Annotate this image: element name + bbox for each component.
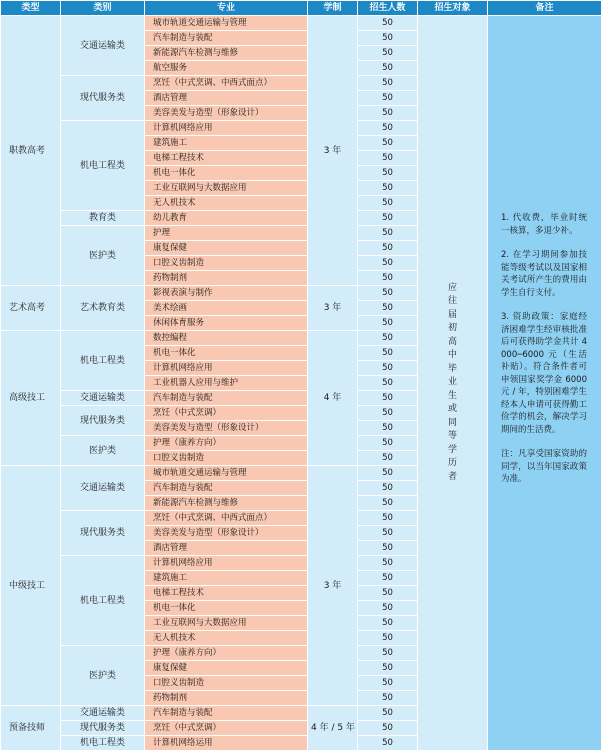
category-cell: 现代服务类 — [61, 721, 145, 736]
category-cell: 医护类 — [61, 226, 145, 286]
major-cell: 新能源汽车检测与维修 — [145, 496, 308, 511]
table-row — [1, 16, 601, 31]
enrollment-cell: 50 — [358, 676, 418, 691]
enrollment-cell: 50 — [358, 121, 418, 136]
major-cell: 烹饪（中式烹调、中西式面点） — [145, 511, 308, 526]
major-cell: 汽车制造与装配 — [145, 706, 308, 721]
note-paragraph: 2. 在学习期间参加技能等级考试以及国家相关考试所产生的费用由学生自行支付。 — [501, 249, 587, 299]
category-cell: 教育类 — [61, 211, 145, 226]
notes-cell — [488, 16, 601, 751]
major-cell: 建筑施工 — [145, 136, 308, 151]
enrollment-cell: 50 — [358, 736, 418, 751]
enrollment-cell: 50 — [358, 586, 418, 601]
enrollment-cell: 50 — [358, 481, 418, 496]
major-cell: 酒店管理 — [145, 541, 308, 556]
header-target: 招生对象 — [418, 1, 488, 16]
enrollment-cell: 50 — [358, 76, 418, 91]
major-cell: 影视表演与制作 — [145, 286, 308, 301]
category-cell: 艺术教育类 — [61, 286, 145, 331]
major-cell: 无人机技术 — [145, 631, 308, 646]
enrollment-cell: 50 — [358, 46, 418, 61]
category-cell: 机电工程类 — [61, 331, 145, 391]
major-cell: 工业互联网与大数据应用 — [145, 181, 308, 196]
enrollment-cell: 50 — [358, 91, 418, 106]
enrollment-cell: 50 — [358, 166, 418, 181]
enrollment-cell: 50 — [358, 256, 418, 271]
major-cell: 口腔义齿制造 — [145, 676, 308, 691]
major-cell: 计算机网络运用 — [145, 736, 308, 751]
major-cell: 机电一体化 — [145, 601, 308, 616]
header-major: 专业 — [145, 1, 308, 16]
enrollment-cell: 50 — [358, 421, 418, 436]
major-cell: 城市轨道交通运输与管理 — [145, 16, 308, 31]
enrollment-cell: 50 — [358, 301, 418, 316]
major-cell: 汽车制造与装配 — [145, 481, 308, 496]
major-cell: 药物制剂 — [145, 691, 308, 706]
header-duration: 学制 — [308, 1, 358, 16]
major-cell: 计算机网络应用 — [145, 556, 308, 571]
type-cell: 艺术高考 — [1, 286, 61, 331]
enrollment-cell: 50 — [358, 466, 418, 481]
category-cell: 现代服务类 — [61, 406, 145, 436]
enrollment-cell: 50 — [358, 391, 418, 406]
enrollment-cell: 50 — [358, 526, 418, 541]
header-type: 类型 — [1, 1, 61, 16]
enrollment-cell: 50 — [358, 496, 418, 511]
major-cell: 美容美发与造型（形象设计） — [145, 106, 308, 121]
category-cell: 医护类 — [61, 436, 145, 466]
major-cell: 新能源汽车检测与维修 — [145, 46, 308, 61]
enrollment-cell: 50 — [358, 226, 418, 241]
category-cell: 机电工程类 — [61, 556, 145, 646]
enrollment-cell: 50 — [358, 241, 418, 256]
category-cell: 交通运输类 — [61, 466, 145, 511]
enrollment-cell: 50 — [358, 211, 418, 226]
major-cell: 计算机网络应用 — [145, 361, 308, 376]
major-cell: 汽车制造与装配 — [145, 391, 308, 406]
enrollment-cell: 50 — [358, 646, 418, 661]
enrollment-cell: 50 — [358, 316, 418, 331]
notes-block — [501, 212, 587, 486]
category-cell: 医护类 — [61, 646, 145, 706]
header-notes: 备注 — [488, 1, 601, 16]
major-cell: 汽车制造与装配 — [145, 31, 308, 46]
duration-cell: 3 年 — [308, 466, 358, 706]
category-cell: 交通运输类 — [61, 706, 145, 721]
enrollment-cell: 50 — [358, 16, 418, 31]
enrollment-cell: 50 — [358, 271, 418, 286]
enrollment-cell: 50 — [358, 436, 418, 451]
enrollment-cell: 50 — [358, 196, 418, 211]
enrollment-cell: 50 — [358, 136, 418, 151]
table-body — [1, 16, 601, 751]
duration-cell: 4 年 — [308, 331, 358, 466]
type-cell: 高级技工 — [1, 331, 61, 466]
note-paragraph: 3. 资助政策：家庭经济困难学生经审核批准后可获得助学金共计 4000─6000 元（生活补贴）。符合条件者可申领国家奖学金 6000 元 / 年，特别困难学生经本人申请可获得勤工俭学的机会，解决学习期间的生活费。 — [501, 311, 587, 436]
major-cell: 建筑施工 — [145, 571, 308, 586]
major-cell: 工业机器人应用与维护 — [145, 376, 308, 391]
major-cell: 电梯工程技术 — [145, 151, 308, 166]
major-cell: 城市轨道交通运输与管理 — [145, 466, 308, 481]
type-cell: 职教高考 — [1, 16, 61, 286]
major-cell: 工业互联网与大数据应用 — [145, 616, 308, 631]
enrollment-cell: 50 — [358, 571, 418, 586]
enrollment-cell: 50 — [358, 691, 418, 706]
enrollment-cell: 50 — [358, 181, 418, 196]
duration-cell: 3 年 — [308, 16, 358, 286]
header-enrollment: 招生人数 — [358, 1, 418, 16]
duration-cell: 4 年 / 5 年 — [308, 706, 358, 751]
major-cell: 电梯工程技术 — [145, 586, 308, 601]
major-cell: 无人机技术 — [145, 196, 308, 211]
note-paragraph: 注：凡享受国家资助的同学，以当年国家政策为准。 — [501, 448, 587, 486]
enrollment-cell: 50 — [358, 361, 418, 376]
type-cell: 预备技师 — [1, 706, 61, 751]
header-category: 类别 — [61, 1, 145, 16]
category-cell: 交通运输类 — [61, 391, 145, 406]
major-cell: 美容美发与造型（形象设计） — [145, 526, 308, 541]
header-row — [1, 1, 601, 16]
major-cell: 数控编程 — [145, 331, 308, 346]
major-cell: 休闲体育服务 — [145, 316, 308, 331]
enrollment-cell: 50 — [358, 631, 418, 646]
major-cell: 航空服务 — [145, 61, 308, 76]
major-cell: 康复保健 — [145, 661, 308, 676]
major-cell: 美容美发与造型（形象设计） — [145, 421, 308, 436]
enrollment-cell: 50 — [358, 346, 418, 361]
major-cell: 幼儿教育 — [145, 211, 308, 226]
category-cell: 现代服务类 — [61, 511, 145, 556]
major-cell: 康复保健 — [145, 241, 308, 256]
type-cell: 中级技工 — [1, 466, 61, 706]
enrollment-cell: 50 — [358, 616, 418, 631]
enrollment-cell: 50 — [358, 331, 418, 346]
category-cell: 交通运输类 — [61, 16, 145, 76]
major-cell: 烹饪（中式烹调） — [145, 721, 308, 736]
enrollment-cell: 50 — [358, 106, 418, 121]
major-cell: 护理（康养方向） — [145, 436, 308, 451]
target-text: 应往届初高中毕业生或同等学历者 — [448, 282, 458, 485]
enrollment-cell: 50 — [358, 661, 418, 676]
enrollment-cell: 50 — [358, 556, 418, 571]
enrollment-cell: 50 — [358, 376, 418, 391]
major-cell: 美术绘画 — [145, 301, 308, 316]
major-cell: 机电一体化 — [145, 346, 308, 361]
major-cell: 口腔义齿制造 — [145, 256, 308, 271]
major-cell: 烹饪（中式烹调） — [145, 406, 308, 421]
enrollment-cell: 50 — [358, 706, 418, 721]
major-cell: 口腔义齿制造 — [145, 451, 308, 466]
major-cell: 酒店管理 — [145, 91, 308, 106]
major-cell: 护理 — [145, 226, 308, 241]
enrollment-cell: 50 — [358, 721, 418, 736]
enrollment-cell: 50 — [358, 601, 418, 616]
enrollment-cell: 50 — [358, 61, 418, 76]
enrollment-cell: 50 — [358, 541, 418, 556]
category-cell: 机电工程类 — [61, 121, 145, 211]
enrollment-cell: 50 — [358, 31, 418, 46]
major-cell: 计算机网络应用 — [145, 121, 308, 136]
major-cell: 药物制剂 — [145, 271, 308, 286]
major-cell: 护理（康养方向） — [145, 646, 308, 661]
category-cell: 现代服务类 — [61, 76, 145, 121]
enrollment-cell: 50 — [358, 451, 418, 466]
duration-cell: 3 年 — [308, 286, 358, 331]
category-cell: 机电工程类 — [61, 736, 145, 751]
major-cell: 烹饪（中式烹调、中西式面点） — [145, 76, 308, 91]
note-paragraph: 1. 代收费，毕业时统一核算，多退少补。 — [501, 212, 587, 237]
enrollment-cell: 50 — [358, 511, 418, 526]
enrollment-cell: 50 — [358, 151, 418, 166]
target-cell — [418, 16, 488, 751]
enrollment-cell: 50 — [358, 286, 418, 301]
enrollment-cell: 50 — [358, 406, 418, 421]
major-cell: 机电一体化 — [145, 166, 308, 181]
